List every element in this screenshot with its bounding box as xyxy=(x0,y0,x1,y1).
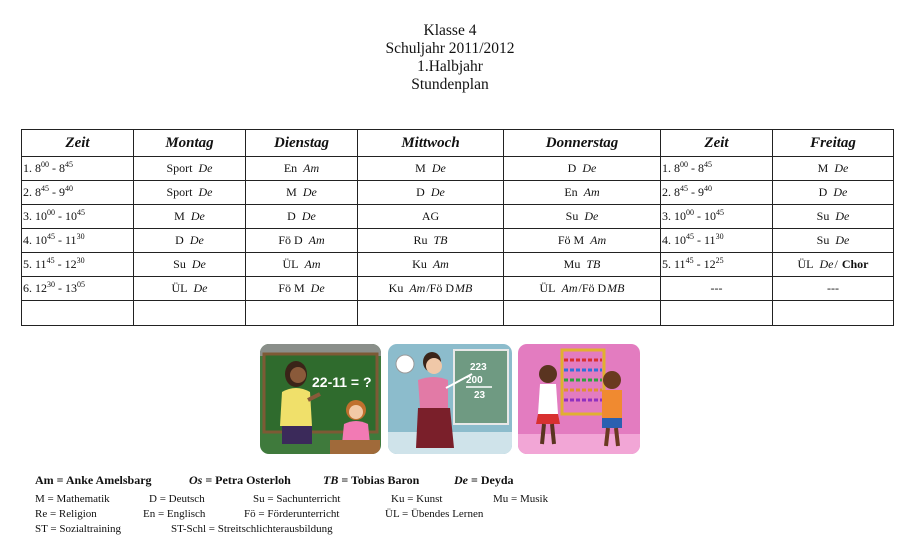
empty-cell xyxy=(358,301,504,326)
table-row xyxy=(22,253,894,277)
cell-mittwoch: Ru TB xyxy=(358,229,504,253)
col-header-donnerstag: Donnerstag xyxy=(504,130,661,157)
teacher-tb: TB = Tobias Baron xyxy=(323,473,420,487)
cell-dienstag: En Am xyxy=(246,157,358,181)
school-year: Schuljahr 2011/2012 xyxy=(385,40,515,57)
document-header xyxy=(0,22,900,94)
teacher-chalkboard-picture xyxy=(260,344,381,454)
cell-dienstag: Fö M De xyxy=(246,277,358,301)
time-cell: 6. $12^{30} - 13^{05}$ xyxy=(22,277,134,301)
cell-montag: Sport De xyxy=(134,181,246,205)
table-row xyxy=(22,205,894,229)
cell-dienstag: D De xyxy=(246,205,358,229)
cell-freitag: Su De xyxy=(773,229,894,253)
cell-montag: D De xyxy=(134,229,246,253)
empty-cell xyxy=(504,301,661,326)
legend-item: ST-Schl = Streitschlichterausbildung xyxy=(171,523,333,535)
legend-item: Fö = Förderunterricht xyxy=(244,508,340,520)
teacher-am: Am = Anke Amelsbarg xyxy=(35,473,152,487)
table-row xyxy=(22,277,894,301)
teacher-de: De = Deyda xyxy=(454,473,514,487)
board-line-1: 223 xyxy=(470,362,487,373)
cell-freitag: ÜL De/ Chor xyxy=(773,253,894,277)
cell-montag: Su De xyxy=(134,253,246,277)
table-row xyxy=(22,181,894,205)
time-cell: --- xyxy=(661,277,773,301)
cell-mittwoch: D De xyxy=(358,181,504,205)
time-cell: 2. $8^{45} - 9^{40}$ xyxy=(661,181,773,205)
cell-freitag: D De xyxy=(773,181,894,205)
semester: 1.Halbjahr xyxy=(417,58,483,75)
legend-item: Re = Religion xyxy=(35,508,97,520)
children-abacus-picture xyxy=(518,344,640,454)
cell-montag: M De xyxy=(134,205,246,229)
teacher-pointer-picture xyxy=(388,344,512,454)
legend-item: Mu = Musik xyxy=(493,493,549,505)
table-row xyxy=(22,229,894,253)
timetable-header-row xyxy=(22,130,894,157)
time-cell: 2. $8^{45} - 9^{40}$ xyxy=(22,181,134,205)
col-header-freitag: Freitag xyxy=(773,130,894,157)
cell-freitag: --- xyxy=(773,277,894,301)
cell-freitag: Su De xyxy=(773,205,894,229)
cell-donnerstag: En Am xyxy=(504,181,661,205)
time-cell: 4. $10^{45} - 11^{30}$ xyxy=(22,229,134,253)
time-cell: 5. $11^{45} - 12^{25}$ xyxy=(661,253,773,277)
time-cell: 5. $11^{45} - 12^{30}$ xyxy=(22,253,134,277)
col-header-zeit-2: Zeit xyxy=(661,130,773,157)
cell-mittwoch: Ku Am xyxy=(358,253,504,277)
class-title: Klasse 4 xyxy=(423,22,477,39)
time-cell: 3. $10^{00} - 10^{45}$ xyxy=(661,205,773,229)
cell-mittwoch: M De xyxy=(358,157,504,181)
cell-mittwoch: Ku Am/Fö DMB xyxy=(358,277,504,301)
cell-dienstag: ÜL Am xyxy=(246,253,358,277)
teacher-os: Os = Petra Osterloh xyxy=(189,473,291,487)
legend-item: Su = Sachunterricht xyxy=(253,493,341,505)
col-header-dienstag: Dienstag xyxy=(246,130,358,157)
board-line-2: 200 xyxy=(466,375,483,386)
legend-item: ST = Sozialtraining xyxy=(35,523,122,535)
legend-item: ÜL = Übendes Lernen xyxy=(385,508,484,520)
cell-donnerstag: Fö M Am xyxy=(504,229,661,253)
empty-cell xyxy=(134,301,246,326)
cell-donnerstag: Mu TB xyxy=(504,253,661,277)
cell-montag: ÜL De xyxy=(134,277,246,301)
time-cell: 3. $10^{00} - 10^{45}$ xyxy=(22,205,134,229)
cell-dienstag: Fö D Am xyxy=(246,229,358,253)
timetable-title: Stundenplan xyxy=(411,76,489,93)
legend-item: Ku = Kunst xyxy=(391,493,443,505)
empty-row xyxy=(22,301,894,326)
col-header-mittwoch: Mittwoch xyxy=(358,130,504,157)
cell-donnerstag: Su De xyxy=(504,205,661,229)
cell-mittwoch: AG xyxy=(358,205,504,229)
time-cell: 4. $10^{45} - 11^{30}$ xyxy=(661,229,773,253)
empty-cell xyxy=(22,301,134,326)
col-header-zeit: Zeit xyxy=(22,130,134,157)
cell-freitag: M De xyxy=(773,157,894,181)
empty-cell xyxy=(773,301,894,326)
board-equation: 22-11 = ? xyxy=(312,374,372,390)
table-row xyxy=(22,157,894,181)
legend-item: M = Mathematik xyxy=(35,493,110,505)
timetable xyxy=(21,129,894,326)
cell-dienstag: M De xyxy=(246,181,358,205)
empty-cell xyxy=(661,301,773,326)
col-header-montag: Montag xyxy=(134,130,246,157)
time-cell: 1. $8^{00} - 8^{45}$ xyxy=(22,157,134,181)
cell-donnerstag: D De xyxy=(504,157,661,181)
legend-item: D = Deutsch xyxy=(149,493,205,505)
empty-cell xyxy=(246,301,358,326)
time-cell: 1. $8^{00} - 8^{45}$ xyxy=(661,157,773,181)
cell-donnerstag: ÜL Am/Fö DMB xyxy=(504,277,661,301)
board-line-3: 23 xyxy=(474,390,486,401)
cell-montag: Sport De xyxy=(134,157,246,181)
legend-item: En = Englisch xyxy=(143,508,206,520)
